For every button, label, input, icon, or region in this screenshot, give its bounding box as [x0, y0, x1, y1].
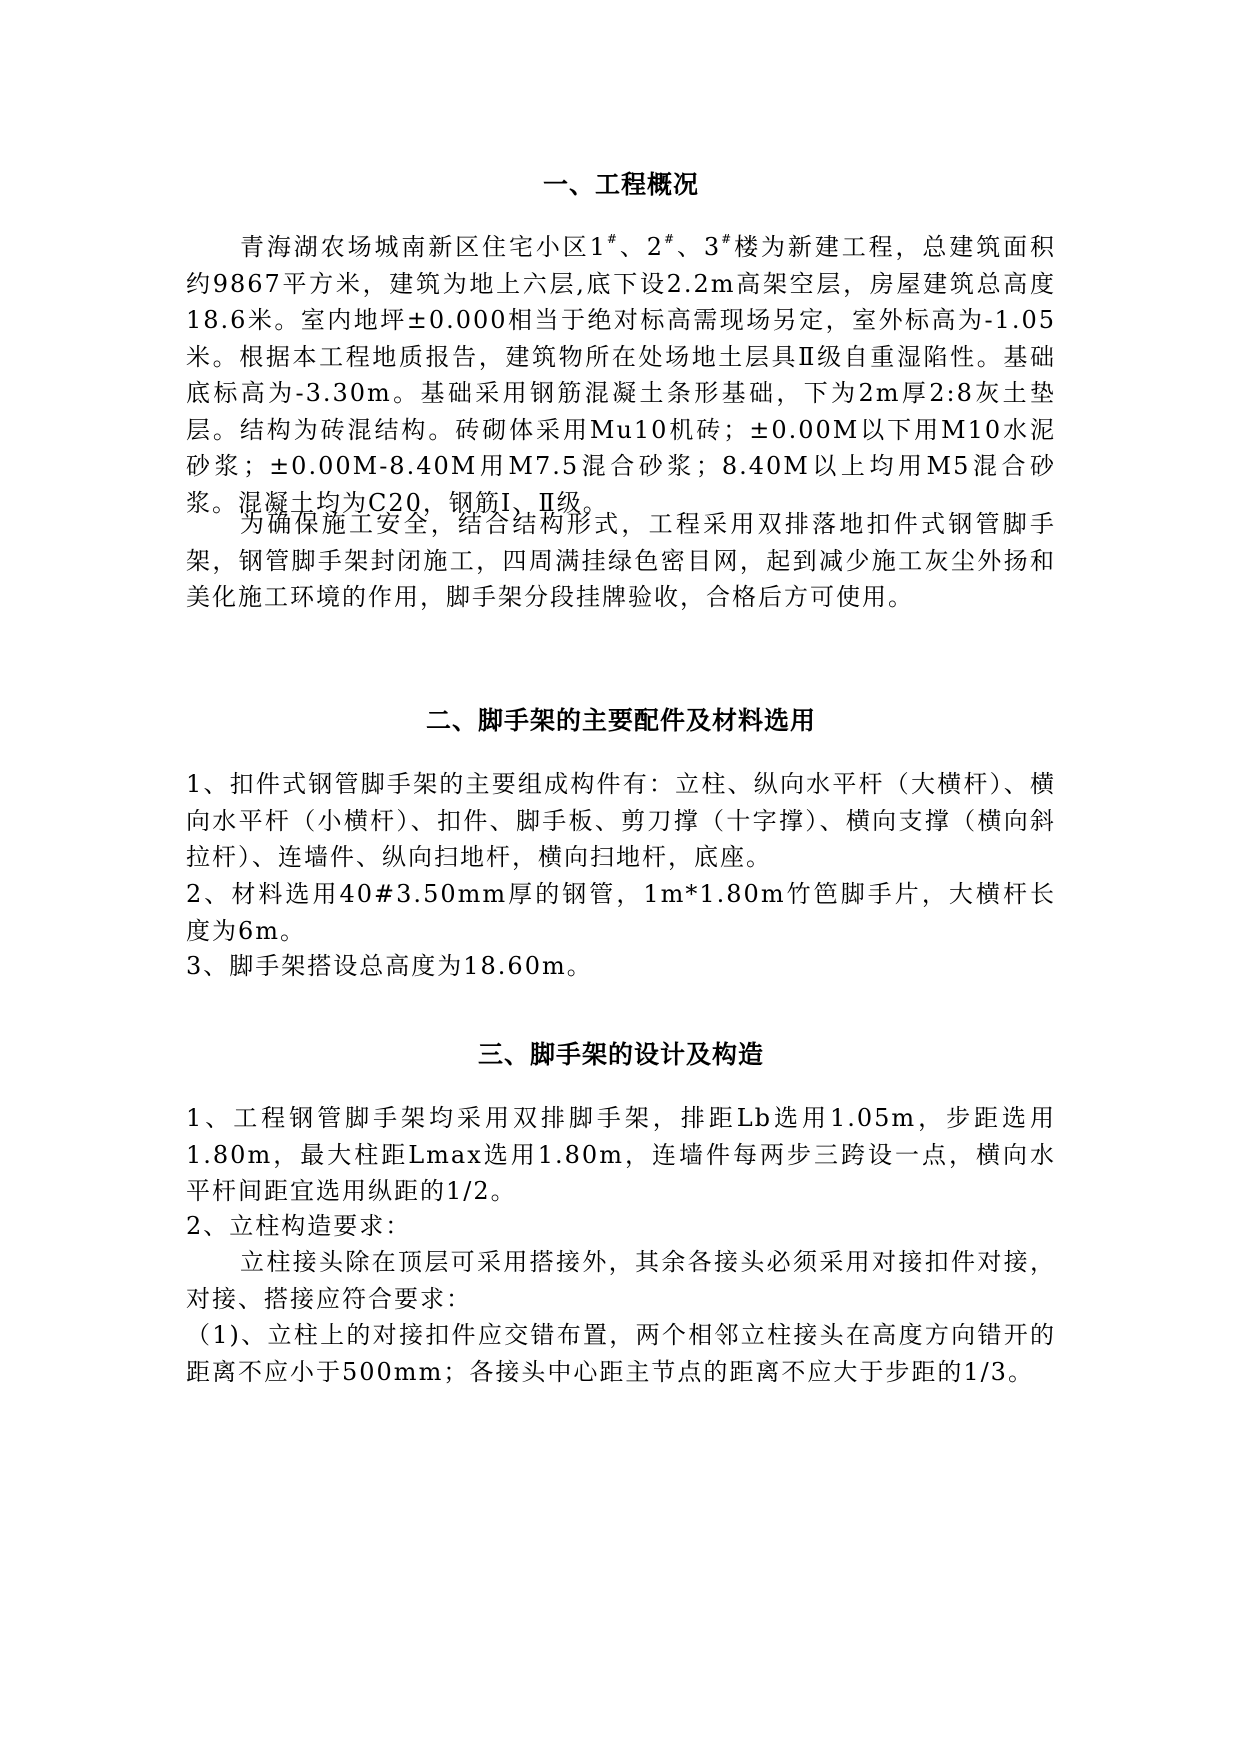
s1-p1-text-b: 、2 [618, 233, 665, 261]
section-1-heading: 一、工程概况 [542, 170, 699, 199]
section-3-subitem-1: （1)、立柱上的对接扣件应交错布置，两个相邻立柱接头在高度方向错开的距离不应小于500mm；各接头中心距主节点的距离不应大于步距的1/3。 [186, 1321, 1056, 1386]
section-3-heading: 三、脚手架的设计及构造 [477, 1040, 764, 1069]
section-1-paragraph-2: 为确保施工安全，结合结构形式，工程采用双排落地扣件式钢管脚手架，钢管脚手架封闭施工，四周满挂绿色密目网，起到减少施工灰尘外扬和美化施工环境的作用，脚手架分段挂牌验收，合格后方可使用。 [186, 510, 1056, 611]
s1-p1-sup-1: # [606, 232, 619, 246]
section-1-paragraph-1 [186, 229, 1056, 521]
section-3-paragraph-3: 立柱接头除在顶层可采用搭接外，其余各接头必须采用对接扣件对接，对接、搭接应符合要求： [186, 1248, 1056, 1313]
s1-p1-sup-3: # [721, 232, 734, 246]
section-2-heading: 二、脚手架的主要配件及材料选用 [425, 706, 816, 735]
section-2-item-3: 3、脚手架搭设总高度为18.60m。 [186, 952, 593, 980]
section-3-item-2: 2、立柱构造要求： [186, 1212, 412, 1240]
s1-p1-text-a: 青海湖农场城南新区住宅小区1 [240, 233, 607, 261]
section-2-item-1: 1、扣件式钢管脚手架的主要组成构件有：立柱、纵向水平杆（大横杆）、横向水平杆（小横杆）、扣件、脚手板、剪刀撑（十字撑）、横向支撑（横向斜拉杆）、连墙件、纵向扫地杆，横向扫地杆，底座。 [186, 770, 1056, 871]
s1-p1-sup-2: # [664, 232, 677, 246]
s1-p1-text-c: 、3 [676, 233, 722, 261]
section-3-item-1: 1、工程钢管脚手架均采用双排脚手架，排距Lb选用1.05m，步距选用1.80m，最大柱距Lmax选用1.80m，连墙件每两步三跨设一点，横向水平杆间距宜选用纵距的1/2。 [186, 1104, 1056, 1205]
s1-p1-text-d: 楼为新建工程，总建筑面积约9867平方米，建筑为地上六层,底下设2.2m高架空层，房屋建筑总高度18.6米。室内地坪±0.000相当于绝对标高需现场另定，室外标高为-1.05米。根据本工程地质报告，建筑物所在处场地土层具Ⅱ级自重湿陷性。基础底标高为-3.30m。基础采用钢筋混凝土条形基础，下为2m厚2:8灰土垫层。结构为砖混结构。砖砌体采用Mu10机砖；±0.00M以下用M10水泥砂浆；±0.00M-8.40M用M7.5混合砂浆；8.40M以上均用M5混合砂浆。混凝土均为C20，钢筋Ⅰ、Ⅱ级。 [186, 233, 1056, 517]
section-2-item-2: 2、材料选用40#3.50mm厚的钢管，1m*1.80m竹笆脚手片，大横杆长度为6m。 [186, 880, 1056, 945]
